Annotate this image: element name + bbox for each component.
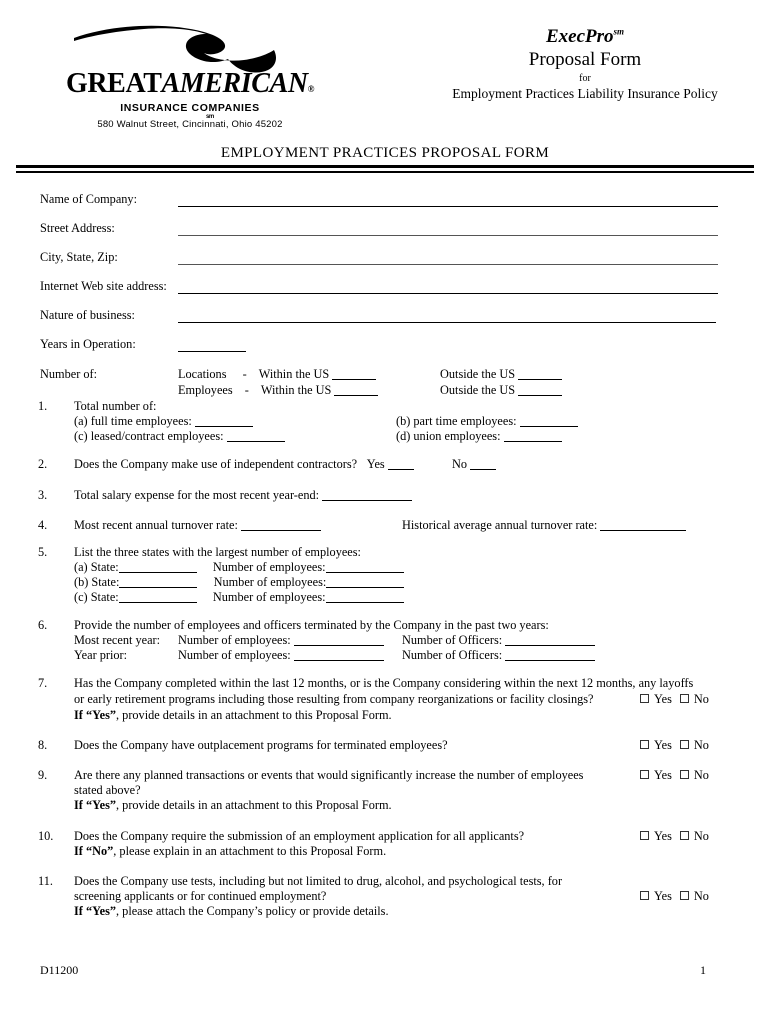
q9-yes-checkbox[interactable]	[640, 770, 649, 779]
question-text-11-line2: screening applicants or for continued employment?	[74, 889, 327, 903]
question-note-9	[74, 798, 392, 813]
q6-row-recent-off	[402, 633, 595, 648]
logo-word-american: AMERICAN	[161, 68, 308, 99]
q8-no-label: No	[693, 738, 709, 752]
document-type: Proposal Form	[528, 48, 642, 70]
logo-word-great: GREAT	[65, 68, 162, 99]
product-name-text: ExecPro	[545, 26, 614, 47]
category-employees: Employees	[178, 383, 233, 397]
q4-label-historical: Historical average annual turnover rate:	[402, 518, 598, 532]
number-of-row-locations	[178, 367, 376, 382]
q5-row-c	[74, 590, 404, 605]
q6-emp-label-prior: Number of employees:	[178, 648, 291, 662]
label-internet-web-site-address: Internet Web site address:	[40, 279, 167, 293]
for-label: for	[579, 72, 591, 84]
q10-yes-label: Yes	[654, 829, 672, 843]
q7-no-label: No	[693, 692, 709, 706]
q6-emp-label-recent: Number of employees:	[178, 633, 291, 647]
question-number-2: 2.	[38, 457, 48, 471]
q5-emp-label-b: Number of employees:	[213, 575, 327, 589]
q4-historical	[402, 518, 686, 533]
q5-emp-label-a: Number of employees:	[212, 560, 326, 574]
question-number-11: 11.	[38, 874, 53, 888]
question-text-7-line2: or early retirement programs including those resulting from company reorganizations or facility closings?	[74, 692, 594, 706]
question-number-3: 3.	[38, 488, 48, 502]
label-city-state-zip: City, State, Zip:	[40, 250, 118, 264]
input-internet-web-site-address[interactable]	[178, 293, 718, 294]
number-of-outside-employees	[440, 383, 562, 398]
q11-note-bold: If “Yes”	[74, 904, 117, 918]
q9-note-rest: , provide details in an attachment to this Proposal Form.	[116, 798, 392, 812]
question-text-9-line1: Are there any planned transactions or events that would significantly increase the number of employees	[74, 768, 584, 782]
question-text-2: Does the Company make use of independent contractors?	[74, 457, 358, 471]
q8-yes-label: Yes	[654, 738, 672, 752]
question-text-6: Provide the number of employees and officers terminated by the Company in the past two years:	[74, 618, 549, 632]
question-text-4: Most recent annual turnover rate:	[74, 518, 238, 532]
question-text-3: Total salary expense for the most recent year-end:	[74, 488, 320, 502]
question-text-9-line2: stated above?	[74, 783, 141, 797]
q1-label-a: (a) full time employees:	[74, 414, 192, 428]
policy-line: Employment Practices Liability Insurance Policy	[452, 85, 718, 101]
q2-no-input[interactable]	[470, 457, 496, 470]
q10-yesno-group	[640, 829, 709, 844]
label-outside-us-employees: Outside the US	[440, 383, 516, 397]
q10-note-rest: , please explain in an attachment to this Proposal Form.	[113, 844, 387, 858]
q6-off-input-recent[interactable]	[505, 633, 595, 646]
q7-yes-label: Yes	[654, 692, 672, 706]
q9-no-label: No	[693, 768, 709, 782]
q9-yes-label: Yes	[654, 768, 672, 782]
product-service-mark-icon: sm	[613, 26, 625, 37]
label-nature-of-business: Nature of business:	[40, 308, 135, 322]
q10-no-checkbox[interactable]	[680, 831, 689, 840]
q11-no-label: No	[693, 889, 709, 903]
question-row-3	[74, 488, 412, 503]
q9-note-bold: If “Yes”	[74, 798, 117, 812]
q3-input[interactable]	[322, 488, 412, 501]
q1-input-c[interactable]	[227, 429, 285, 442]
q5-row-a	[74, 560, 404, 575]
q4-input-historical[interactable]	[600, 518, 686, 531]
logo-address: 580 Walnut Street, Cincinnati, Ohio 45202	[97, 119, 283, 130]
q7-note-rest: , provide details in an attachment to this Proposal Form.	[116, 708, 392, 722]
q1-input-a[interactable]	[195, 414, 253, 427]
q10-yes-checkbox[interactable]	[640, 831, 649, 840]
q6-emp-input-recent[interactable]	[294, 633, 384, 646]
q7-note-bold: If “Yes”	[74, 708, 117, 722]
question-number-1: 1.	[38, 399, 48, 413]
q11-no-checkbox[interactable]	[680, 891, 689, 900]
question-note-7	[74, 708, 392, 723]
q11-yes-label: Yes	[654, 889, 672, 903]
q6-row-prior-off	[402, 648, 595, 663]
q1-label-b: (b) part time employees:	[396, 414, 517, 428]
input-years-in-operation[interactable]	[178, 351, 246, 352]
q1-input-d[interactable]	[504, 429, 562, 442]
q2-yes-label: Yes	[366, 457, 385, 471]
q5-emp-input-a[interactable]	[326, 560, 404, 573]
q6-off-label-recent: Number of Officers:	[402, 633, 503, 647]
q6-row-prior-period: Year prior:	[74, 648, 128, 662]
question-row-2	[74, 457, 496, 472]
q8-yesno-group	[640, 738, 709, 753]
q2-yes-input[interactable]	[388, 457, 414, 470]
q7-yes-checkbox[interactable]	[640, 694, 649, 703]
footer-page-number: 1	[700, 963, 706, 977]
q4-input-recent[interactable]	[241, 518, 321, 531]
input-outside-us-employees[interactable]	[518, 383, 562, 396]
input-within-us-employees[interactable]	[334, 383, 378, 396]
q1-item-d	[396, 429, 562, 444]
question-number-10: 10.	[38, 829, 54, 843]
number-of-row-employees	[178, 383, 378, 398]
question-number-7: 7.	[38, 676, 48, 690]
input-within-us-locations[interactable]	[332, 367, 376, 380]
question-note-10	[74, 844, 386, 859]
input-outside-us-locations[interactable]	[518, 367, 562, 380]
q5-state-label-a: (a) State:	[74, 560, 119, 574]
q5-emp-input-b[interactable]	[326, 575, 404, 588]
input-street-address[interactable]	[178, 235, 718, 236]
banner-title: EMPLOYMENT PRACTICES PROPOSAL FORM	[220, 145, 550, 161]
question-text-11-line1: Does the Company use tests, including but not limited to drug, alcohol, and psychological tests, for	[74, 874, 563, 888]
q6-off-label-prior: Number of Officers:	[402, 648, 503, 662]
q8-no-checkbox[interactable]	[680, 740, 689, 749]
q6-emp-input-prior[interactable]	[294, 648, 384, 661]
input-city-state-zip[interactable]	[178, 264, 718, 265]
q5-row-b	[74, 575, 404, 590]
q11-note-rest: , please attach the Company’s policy or provide details.	[116, 904, 389, 918]
q5-state-input-b[interactable]	[119, 575, 197, 588]
q6-row-recent-period: Most recent year:	[74, 633, 161, 647]
logo-subtitle: INSURANCE COMPANIES	[120, 102, 260, 114]
label-name-of-company: Name of Company:	[40, 192, 137, 206]
input-nature-of-business[interactable]	[178, 322, 716, 323]
label-years-in-operation: Years in Operation:	[40, 337, 136, 351]
question-number-9: 9.	[38, 768, 48, 782]
q10-note-bold: If “No”	[74, 844, 114, 858]
q5-emp-label-c: Number of employees:	[212, 590, 326, 604]
q8-yes-checkbox[interactable]	[640, 740, 649, 749]
q7-yesno-group	[640, 692, 709, 707]
question-note-11	[74, 904, 389, 919]
q1-item-b	[396, 414, 578, 429]
q2-no-label: No	[451, 457, 467, 471]
question-text-8: Does the Company have outplacement programs for terminated employees?	[74, 738, 448, 752]
question-row-4	[74, 518, 321, 533]
q5-state-input-a[interactable]	[119, 560, 197, 573]
question-number-4: 4.	[38, 518, 48, 532]
service-mark-icon: sm	[206, 114, 214, 120]
footer-form-code: D11200	[40, 963, 79, 977]
q6-off-input-prior[interactable]	[505, 648, 595, 661]
q1-item-c	[74, 429, 285, 444]
question-number-6: 6.	[38, 618, 48, 632]
q1-label-c: (c) leased/contract employees:	[74, 429, 224, 443]
question-number-8: 8.	[38, 738, 48, 752]
q1-item-a	[74, 414, 253, 429]
q6-row-recent-emp	[178, 633, 384, 648]
label-street-address: Street Address:	[40, 221, 115, 235]
q7-no-checkbox[interactable]	[680, 694, 689, 703]
q10-no-label: No	[693, 829, 709, 843]
category-locations: Locations	[178, 367, 227, 381]
q1-label-d: (d) union employees:	[396, 429, 501, 443]
q6-row-prior-emp	[178, 648, 384, 663]
dash-employees: -	[244, 383, 249, 397]
dash-locations: -	[242, 367, 247, 381]
q5-state-label-b: (b) State:	[74, 575, 120, 589]
label-within-us-employees: Within the US	[260, 383, 332, 397]
label-within-us-locations: Within the US	[258, 367, 330, 381]
q9-yesno-group	[640, 768, 709, 783]
q11-yes-checkbox[interactable]	[640, 891, 649, 900]
q5-state-label-c: (c) State:	[74, 590, 119, 604]
question-number-5: 5.	[38, 545, 48, 559]
label-number-of: Number of:	[40, 367, 98, 381]
question-text-5: List the three states with the largest number of employees:	[74, 545, 361, 559]
q11-yesno-group	[640, 889, 709, 904]
input-name-of-company[interactable]	[178, 206, 718, 207]
question-text-1: Total number of:	[74, 399, 157, 413]
number-of-outside-locations	[440, 367, 562, 382]
q9-no-checkbox[interactable]	[680, 770, 689, 779]
question-text-10: Does the Company require the submission of an employment application for all applicants?	[74, 829, 525, 843]
q1-input-b[interactable]	[520, 414, 578, 427]
label-outside-us-locations: Outside the US	[440, 367, 516, 381]
q5-emp-input-c[interactable]	[326, 590, 404, 603]
question-text-7-line1: Has the Company completed within the last 12 months, or is the Company considering within the next 12 months, any layoffs	[74, 676, 694, 690]
registered-mark-icon: ®	[307, 84, 315, 94]
q5-state-input-c[interactable]	[119, 590, 197, 603]
